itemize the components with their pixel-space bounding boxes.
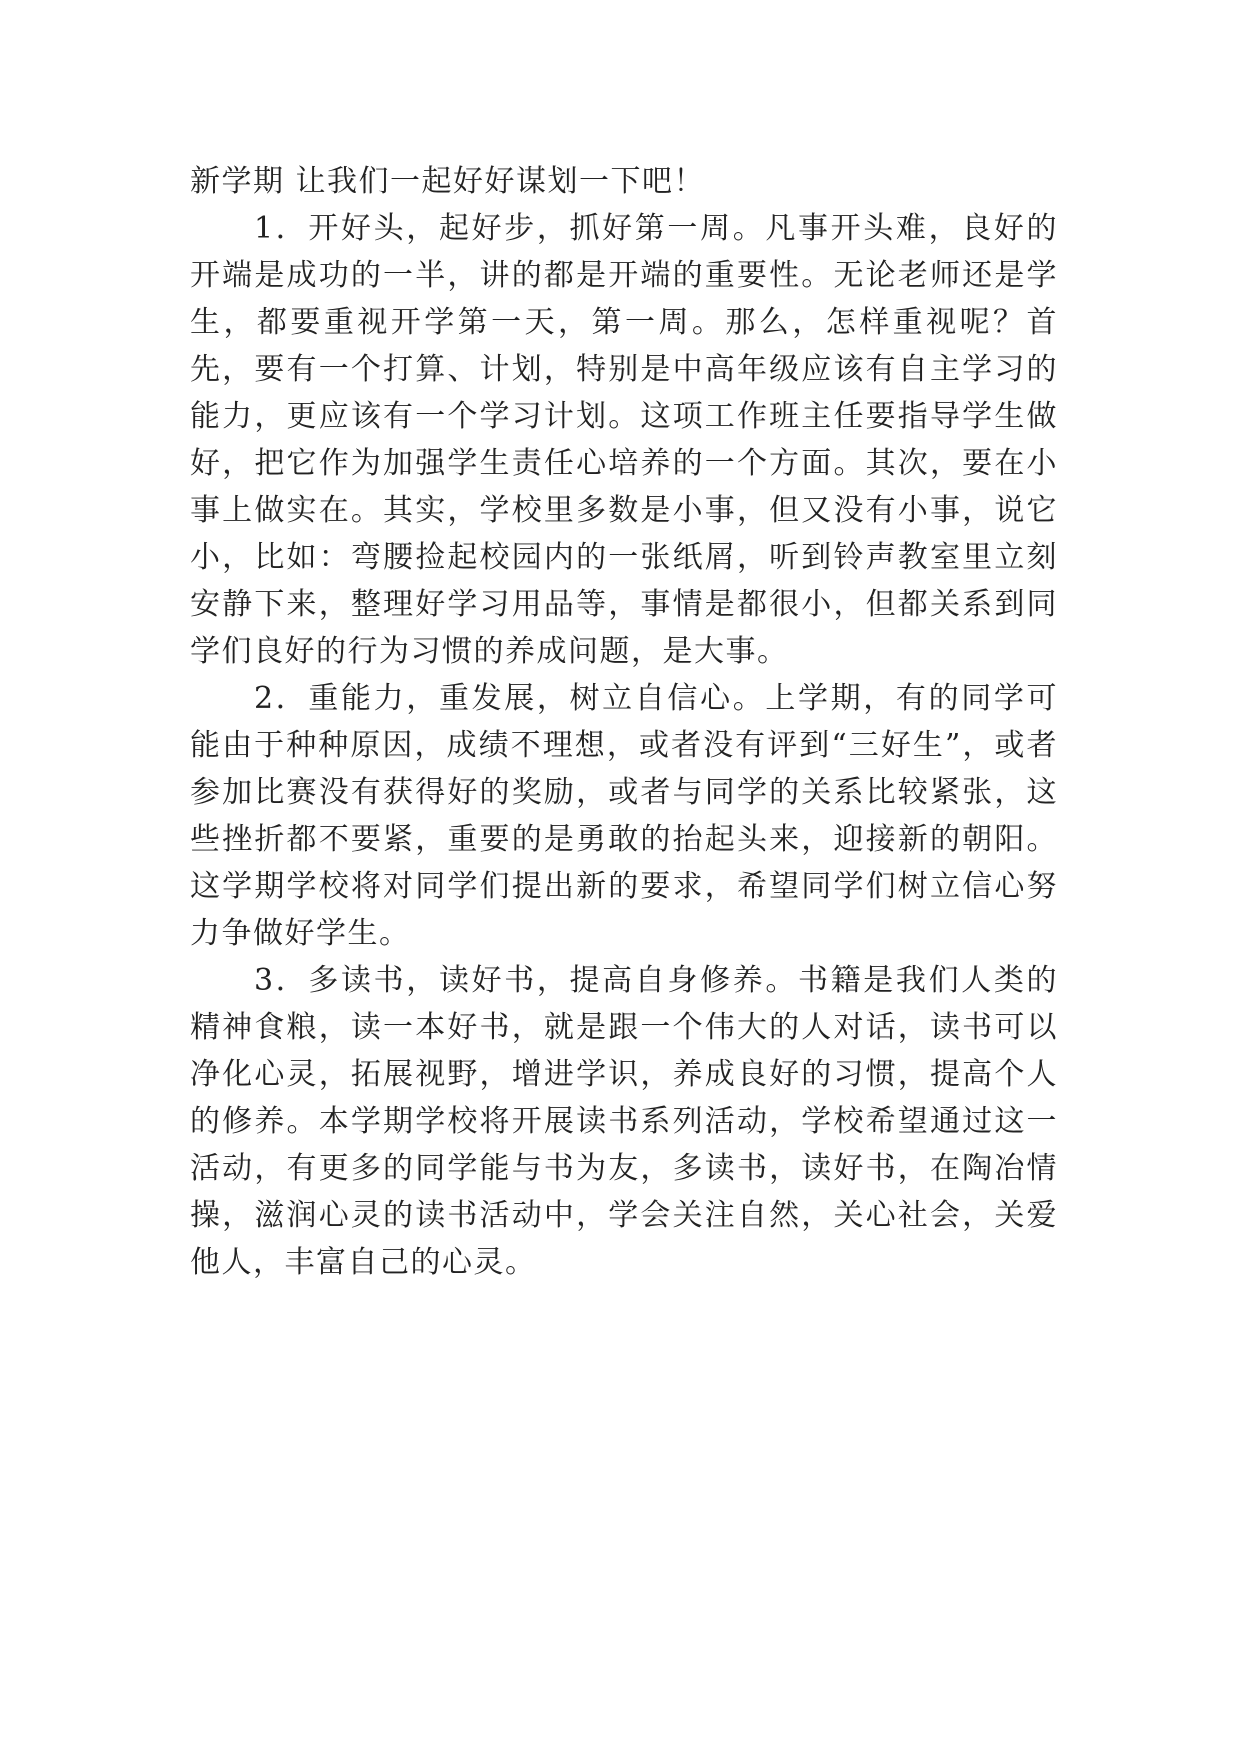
intro-line: 新学期 让我们一起好好谋划一下吧！: [190, 164, 706, 199]
paragraph-3: 3．多读书，读好书，提高自身修养。书籍是我们人类的精神食粮，读一本好书，就是跟一个伟大的人对话，读书可以净化心灵，拓展视野，增进学识，养成良好的习惯，提高个人的修养。本学期学校将开展读书系列活动，学校希望通过这一活动，有更多的同学能与书为友，多读书，读好书，在陶冶情操，滋润心灵的读书活动中，学会关注自然，关心社会，关爱他人，丰富自己的心灵。: [190, 963, 1058, 1280]
paragraph-1: 1．开好头，起好步，抓好第一周。凡事开头难，良好的开端是成功的一半，讲的都是开端的重要性。无论老师还是学生，都要重视开学第一天，第一周。那么，怎样重视呢？首先，要有一个打算、计划，特别是中高年级应该有自主学习的能力，更应该有一个学习计划。这项工作班主任要指导学生做好，把它作为加强学生责任心培养的一个方面。其次，要在小事上做实在。其实，学校里多数是小事，但又没有小事，说它小，比如：弯腰捡起校园内的一张纸屑，听到铃声教室里立刻安静下来，整理好学习用品等，事情是都很小，但都关系到同学们良好的行为习惯的养成问题，是大事。: [190, 211, 1058, 669]
paragraph-2: 2．重能力，重发展，树立自信心。上学期，有的同学可能由于种种原因，成绩不理想，或者没有评到“三好生”，或者参加比赛没有获得好的奖励，或者与同学的关系比较紧张，这些挫折都不要紧，重要的是勇敢的抬起头来，迎接新的朝阳。这学期学校将对同学们提出新的要求，希望同学们树立信心努力争做好学生。: [190, 681, 1058, 951]
document-body: [190, 158, 1058, 1286]
